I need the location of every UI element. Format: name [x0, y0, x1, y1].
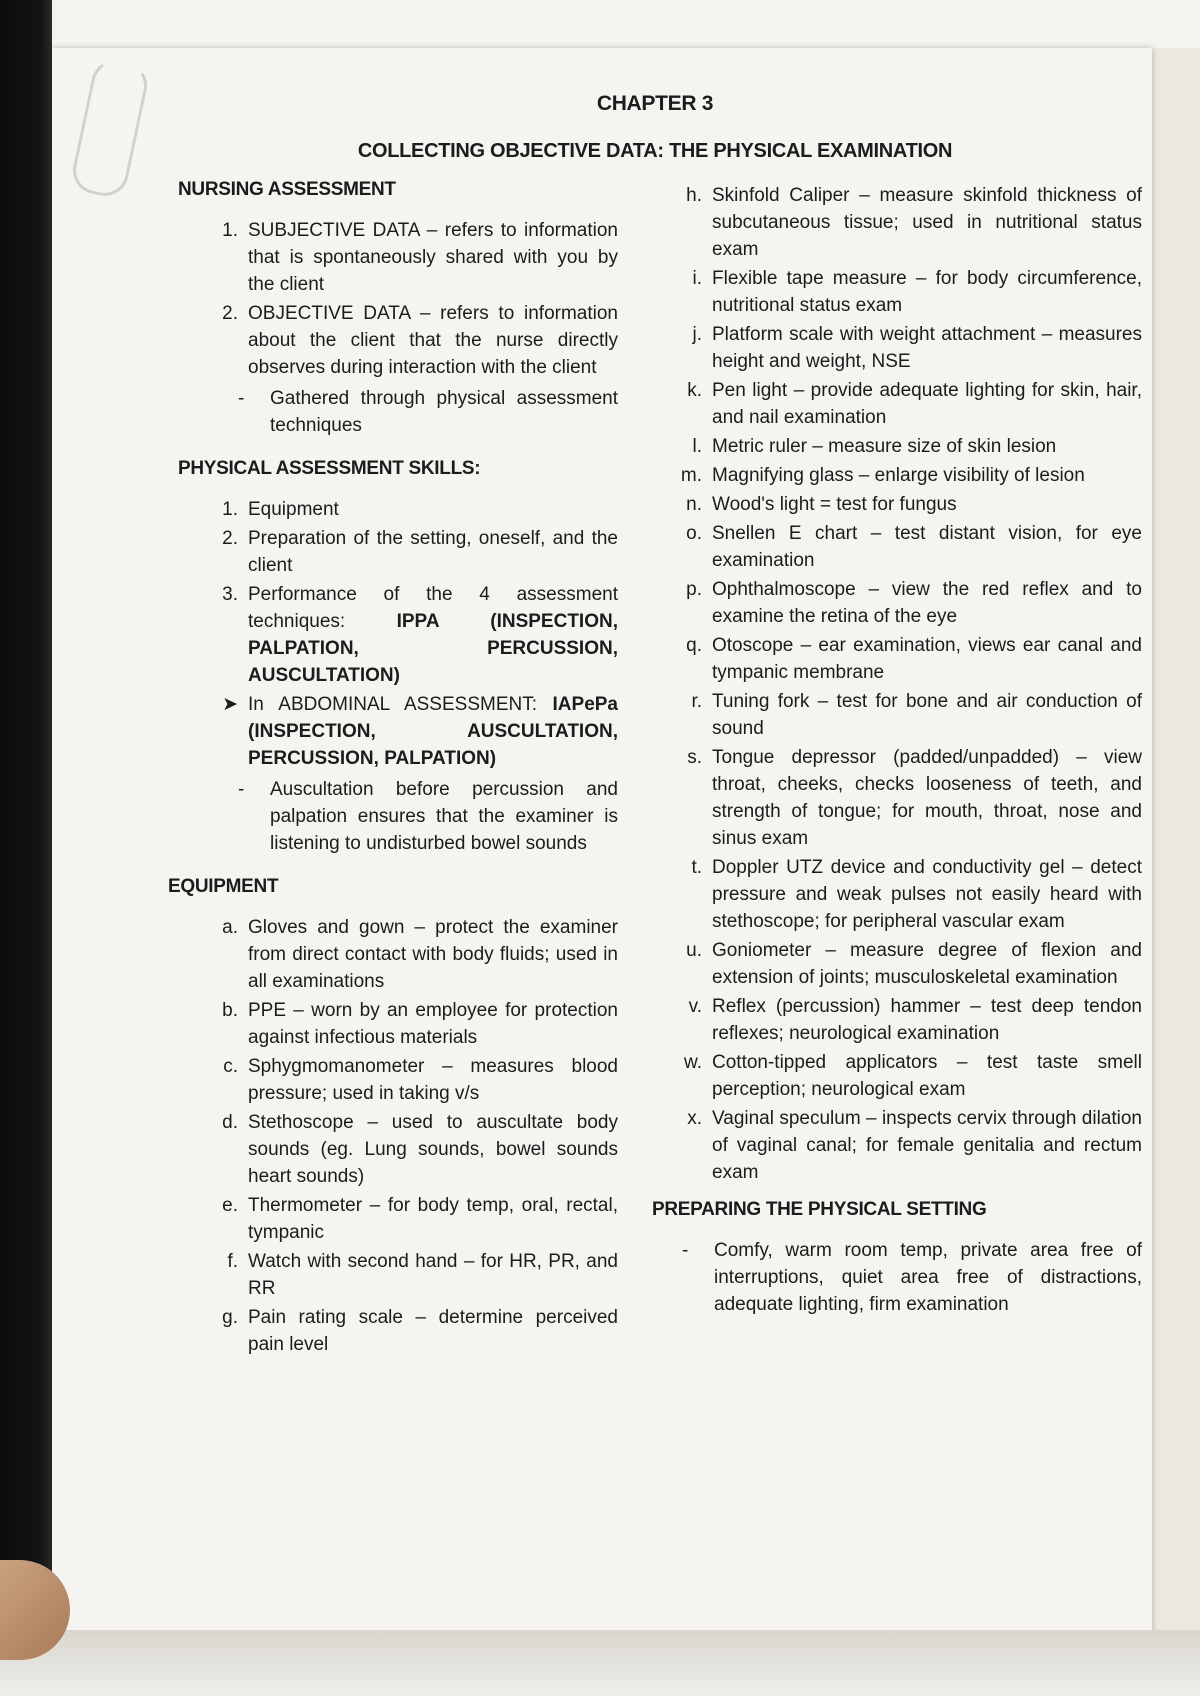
arrow-marker-icon: ➤ — [222, 694, 238, 715]
equipment-item — [672, 744, 1142, 852]
list-marker: b. — [222, 1000, 238, 1021]
right-column — [652, 182, 1142, 1320]
equipment-item — [672, 576, 1142, 630]
equipment-text: Tongue depressor (padded/unpadded) – view throat, cheeks, checks looseness of teeth, and strength of tongue; for mouth, throat, nose and sinus exam — [712, 747, 1142, 849]
dark-left-edge — [0, 0, 52, 1696]
equipment-text: Ophthalmoscope – view the red reflex and to examine the retina of the eye — [712, 579, 1142, 627]
equipment-item — [672, 377, 1142, 431]
list-marker: n. — [686, 494, 702, 515]
chapter-label: CHAPTER 3 — [596, 92, 714, 115]
equipment-item — [208, 1248, 618, 1302]
arrow-text — [248, 691, 618, 772]
sub-text: Gathered through physical assessment techniques — [270, 388, 618, 436]
equipment-text: Tuning fork – test for bone and air conduction of sound — [712, 691, 1142, 739]
equipment-list-left — [208, 914, 618, 1358]
list-marker: v. — [688, 996, 702, 1017]
equipment-text: Watch with second hand – for HR, PR, and RR — [248, 1251, 618, 1299]
equipment-item — [672, 1049, 1142, 1103]
sub-text: Auscultation before percussion and palpation ensures that the examiner is listening to undisturbed bowel sounds — [270, 779, 618, 854]
list-marker: 1. — [222, 220, 238, 241]
equipment-item — [672, 993, 1142, 1047]
equipment-item — [208, 1192, 618, 1246]
equipment-text: Stethoscope – used to auscultate body sounds (eg. Lung sounds, bowel sounds heart sounds) — [248, 1112, 618, 1187]
equipment-item — [672, 462, 1142, 489]
list-marker: e. — [222, 1195, 238, 1216]
list-text: Equipment — [248, 499, 339, 520]
list-text — [248, 581, 618, 689]
equipment-list-right — [672, 182, 1142, 1186]
section-heading-physical-setting: PREPARING THE PHYSICAL SETTING — [652, 1199, 987, 1220]
equipment-text: Doppler UTZ device and conductivity gel – detect pressure and weak pulses not easily heard with stethoscope; for peripheral vascular exam — [712, 857, 1142, 932]
dash-marker: - — [238, 779, 245, 800]
equipment-item — [208, 997, 618, 1051]
list-marker: g. — [222, 1307, 238, 1328]
list-marker: i. — [692, 268, 702, 289]
equipment-item — [672, 265, 1142, 319]
document-title: COLLECTING OBJECTIVE DATA: THE PHYSICAL EXAMINATION — [357, 140, 953, 162]
list-item — [208, 525, 618, 579]
equipment-text: Thermometer – for body temp, oral, rectal, tympanic — [248, 1195, 618, 1243]
equipment-text: Magnifying glass – enlarge visibility of lesion — [712, 465, 1085, 486]
equipment-text: Platform scale with weight attachment – measures height and weight, NSE — [712, 324, 1142, 372]
list-marker: o. — [686, 523, 702, 544]
sub-text: Comfy, warm room temp, private area free of interruptions, quiet area free of distractions, adequate lighting, firm examination — [714, 1240, 1142, 1315]
equipment-item — [672, 632, 1142, 686]
list-marker: r. — [691, 691, 702, 712]
list-item — [208, 496, 618, 523]
list-item — [208, 581, 618, 689]
arrow-item — [208, 691, 618, 772]
list-marker: k. — [687, 380, 702, 401]
equipment-text: Reflex (percussion) hammer – test deep tendon reflexes; neurological examination — [712, 996, 1142, 1044]
equipment-item — [672, 321, 1142, 375]
equipment-item — [208, 1109, 618, 1190]
equipment-text: Wood's light = test for fungus — [712, 494, 957, 515]
arrow-text-bold: IAPePa (INSPECTION, AUSCULTATION, PERCUSSION, PALPATION) — [248, 694, 618, 769]
list-marker: s. — [687, 747, 702, 768]
list-marker: u. — [686, 940, 702, 961]
equipment-text: Sphygmomanometer – measures blood pressure; used in taking v/s — [248, 1056, 618, 1104]
list-marker: d. — [222, 1112, 238, 1133]
arrow-text-plain: In ABDOMINAL ASSESSMENT: — [248, 694, 537, 715]
equipment-text: Gloves and gown – protect the examiner from direct contact with body fluids; used in all examinations — [248, 917, 618, 992]
section-heading-equipment: EQUIPMENT — [168, 876, 279, 897]
page-top-edge — [0, 0, 1200, 48]
list-item — [208, 217, 618, 298]
equipment-text: Snellen E chart – test distant vision, for eye examination — [712, 523, 1142, 571]
sub-item — [682, 1237, 1142, 1318]
equipment-text: Vaginal speculum – inspects cervix through dilation of vaginal canal; for female genitalia and rectum exam — [712, 1108, 1142, 1183]
sub-item — [238, 385, 618, 439]
list-item — [208, 300, 618, 381]
dash-marker: - — [682, 1240, 689, 1261]
equipment-item — [208, 1053, 618, 1107]
list-marker: l. — [692, 436, 702, 457]
equipment-text: Metric ruler – measure size of skin lesion — [712, 436, 1057, 457]
list-marker: 2. — [222, 528, 238, 549]
left-column — [168, 176, 618, 1360]
equipment-text: Flexible tape measure – for body circumference, nutritional status exam — [712, 268, 1142, 316]
equipment-text: Goniometer – measure degree of flexion and extension of joints; musculoskeletal examination — [712, 940, 1142, 988]
equipment-item — [672, 182, 1142, 263]
list-marker: p. — [686, 579, 702, 600]
list-marker: m. — [680, 465, 702, 486]
list-text: Preparation of the setting, oneself, and the client — [248, 528, 618, 576]
list-text: OBJECTIVE DATA – refers to information about the client that the nurse directly observes during interaction with the client — [248, 303, 618, 378]
list-marker: 3. — [222, 584, 238, 605]
equipment-text: Pain rating scale – determine perceived pain level — [248, 1307, 618, 1355]
list-marker: c. — [223, 1056, 238, 1077]
equipment-text: PPE – worn by an employee for protection against infectious materials — [248, 1000, 618, 1048]
list-marker: x. — [687, 1108, 702, 1129]
equipment-item — [672, 854, 1142, 935]
list-text: SUBJECTIVE DATA – refers to information that is spontaneously shared with you by the client — [248, 220, 618, 295]
sub-item — [238, 776, 618, 857]
list-marker: j. — [692, 324, 702, 345]
list-marker: f. — [227, 1251, 238, 1272]
equipment-item — [672, 688, 1142, 742]
list-marker: 2. — [222, 303, 238, 324]
list-marker: 1. — [222, 499, 238, 520]
list-marker: h. — [686, 185, 702, 206]
equipment-text: Cotton-tipped applicators – test taste smell perception; neurological exam — [712, 1052, 1142, 1100]
equipment-item — [672, 937, 1142, 991]
page-bottom-edge — [0, 1630, 1200, 1696]
equipment-item — [672, 433, 1142, 460]
equipment-item — [208, 1304, 618, 1358]
list-marker: a. — [222, 917, 238, 938]
equipment-text: Otoscope – ear examination, views ear canal and tympanic membrane — [712, 635, 1142, 683]
list-text-plain: Performance of the 4 assessment techniques: — [248, 584, 618, 632]
section-heading-assessment-skills: PHYSICAL ASSESSMENT SKILLS: — [178, 458, 481, 479]
equipment-item — [672, 491, 1142, 518]
equipment-text: Pen light – provide adequate lighting for skin, hair, and nail examination — [712, 380, 1142, 428]
equipment-item — [208, 914, 618, 995]
dash-marker: - — [238, 388, 245, 409]
equipment-item — [672, 1105, 1142, 1186]
list-marker: q. — [686, 635, 702, 656]
equipment-text: Skinfold Caliper – measure skinfold thickness of subcutaneous tissue; used in nutritional status exam — [712, 185, 1142, 260]
list-marker: t. — [691, 857, 702, 878]
list-marker: w. — [684, 1052, 702, 1073]
equipment-item — [672, 520, 1142, 574]
list-text-bold: IPPA (INSPECTION, PALPATION, PERCUSSION, AUSCULTATION) — [248, 611, 618, 686]
section-heading-nursing-assessment: NURSING ASSESSMENT — [178, 179, 396, 200]
